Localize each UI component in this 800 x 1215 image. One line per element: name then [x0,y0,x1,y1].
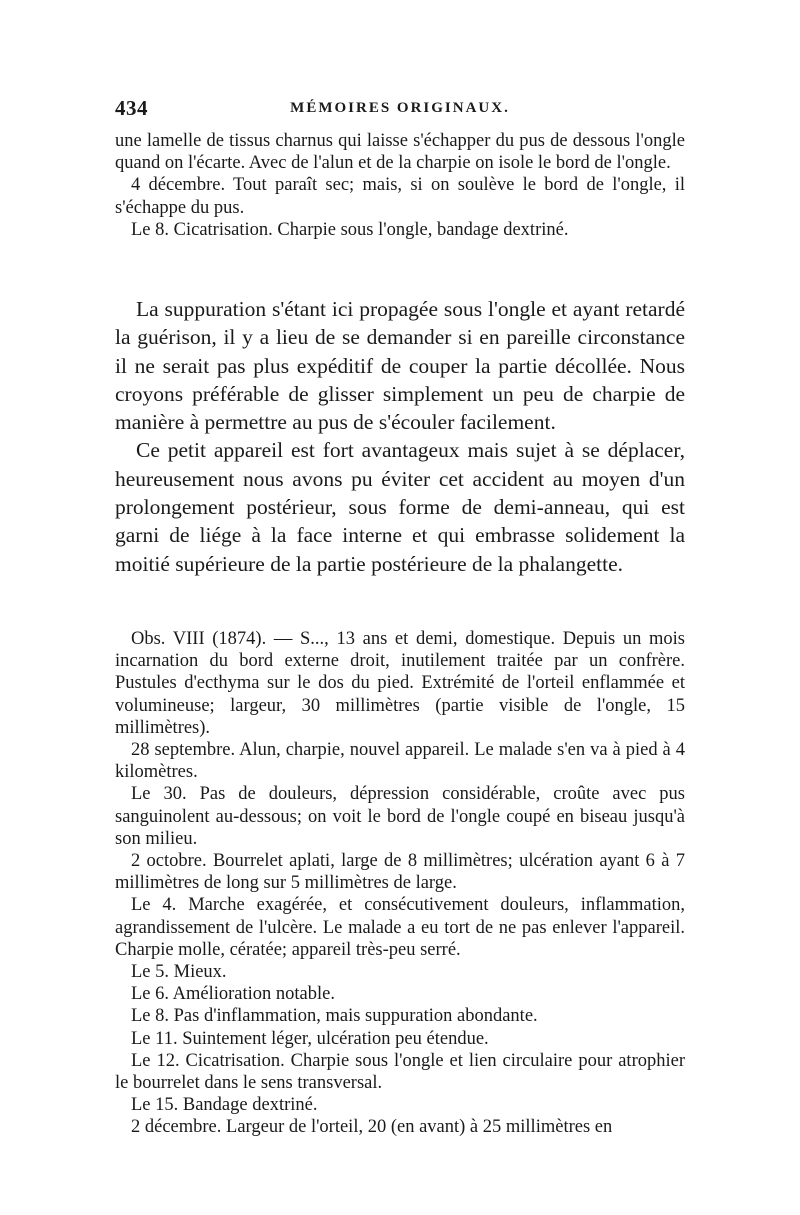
running-header [115,96,685,122]
case-note-paragraph: une lamelle de tissus charnus qui laisse s'échapper du pus de dessous l'ongle quand on l'écarte. Avec de l'alun et de la charpie on isole le bord de l'ongle. [115,131,685,174]
observation-entry: 2 décembre. Largeur de l'orteil, 20 (en avant) à 25 millimètres en [131,1117,613,1138]
commentary-paragraph: Ce petit appareil est fort avantageux mais sujet à se déplacer, heureusement nous avons pu éviter cet accident au moyen d'un prolongement postérieur, sous forme de demi-anneau, qui est garni de liége à la face interne et qui embrasse solidement la moitié supérieure de la partie postérieure de la phalangette. [115,438,685,576]
observation-entry: Le 4. Marche exagérée, et consécutivement douleurs, inflammation, agrandissement de l'ulcère. Le malade a eu tort de ne pas enlever l'appareil. Charpie molle, cératée; appareil très-peu serré. [115,895,685,960]
observation-section [115,628,685,1139]
observation-entry: Le 30. Pas de douleurs, dépression considérable, croûte avec pus sanguinolent au-dessous; on voit le bord de l'ongle coupé en biseau jusqu'à son milieu. [115,784,685,849]
observation-entry: Le 12. Cicatrisation. Charpie sous l'ongle et lien circulaire pour atrophier le bourrelet dans le sens transversal. [115,1050,685,1094]
observation-entry: Le 6. Amélioration notable. [131,984,335,1005]
observation-entry: Le 15. Bandage dextriné. [131,1095,318,1116]
commentary-paragraph: La suppuration s'étant ici propagée sous l'ongle et ayant retardé la guérison, il y a lieu de se demander si en pareille circonstance il ne serait pas plus expéditif de couper la partie décollée. Nous croyons préférable de glisser simplement un peu de charpie de manière à permettre au pus de s'écouler facilement. [115,297,685,435]
observation-heading-paragraph: Obs. VIII (1874). — S..., 13 ans et demi, domestique. Depuis un mois incarnation du bord externe droit, inutilement traitée par un confrère. Pustules d'ecthyma sur le dos du pied. Extrémité de l'orteil enflammée et volumineuse; largeur, 30 millimètres (partie visible de l'ongle, 15 millimètres). [115,629,685,738]
page-number: 434 [115,96,148,120]
observation-entry: Le 8. Pas d'inflammation, mais suppuration abondante. [131,1006,538,1027]
observation-entry: 28 septembre. Alun, charpie, nouvel appareil. Le malade s'en va à pied à 4 kilomètres. [115,740,685,783]
commentary-section [115,295,685,578]
observation-entry: 2 octobre. Bourrelet aplati, large de 8 millimètres; ulcération ayant 6 à 7 millimètres de long sur 5 millimètres de large. [115,851,685,894]
observation-entry: Le 11. Suintement léger, ulcération peu étendue. [131,1028,489,1049]
case-note-paragraph: 4 décembre. Tout paraît sec; mais, si on soulève le bord de l'ongle, il s'échappe du pus. [115,175,685,218]
case-notes-continued [115,130,685,241]
observation-entry: Le 5. Mieux. [131,962,227,983]
case-note-paragraph: Le 8. Cicatrisation. Charpie sous l'ongle, bandage dextriné. [131,219,569,240]
running-title: MÉMOIRES ORIGINAUX. [290,100,510,116]
